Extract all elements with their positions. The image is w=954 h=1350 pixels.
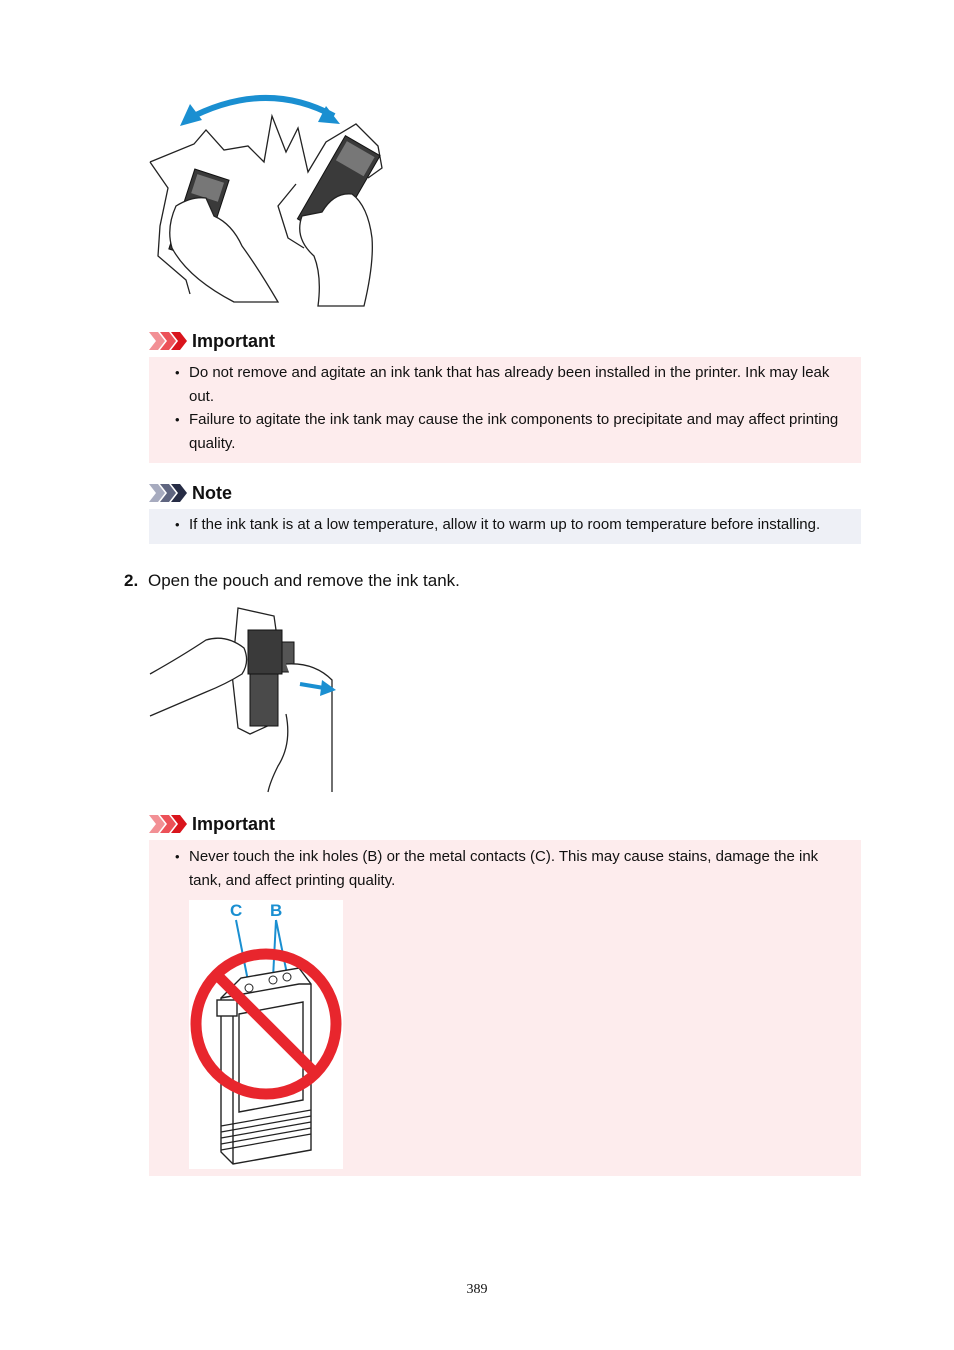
- page-number: 389: [466, 1282, 488, 1297]
- list-item: • Failure to agitate the ink tank may cause the ink components to precipitate and may affect printing quality.: [149, 408, 861, 455]
- list-item: • If the ink tank is at a low temperature, allow it to warm up to room temperature before installing.: [149, 513, 861, 537]
- list-item: • Do not remove and agitate an ink tank that has already been installed in the printer. Ink may leak out.: [149, 361, 861, 408]
- important-chevrons-icon: [149, 330, 188, 352]
- remove-ink-tank-from-pouch-illustration: [146, 604, 346, 794]
- important-title: Important: [192, 330, 275, 351]
- important-heading-2: [149, 813, 275, 835]
- step-2: [124, 571, 460, 591]
- list-item: • Never touch the ink holes (B) or the metal contacts (C). This may cause stains, damage the ink tank, and affect printing quality.: [149, 845, 861, 892]
- step-text: Open the pouch and remove the ink tank.: [148, 571, 460, 590]
- important-box: [149, 357, 861, 463]
- important-title: Important: [192, 813, 275, 834]
- label-b: B: [270, 901, 283, 920]
- note-box: [149, 509, 861, 544]
- agitate-ink-tank-illustration: [146, 88, 392, 310]
- important-heading: [149, 330, 275, 352]
- important-chevrons-icon: [149, 813, 188, 835]
- do-not-touch-figure: [189, 900, 343, 1169]
- do-not-touch-illustration: [189, 900, 343, 1169]
- note-chevrons-icon: [149, 482, 188, 504]
- note-title: Note: [192, 482, 232, 503]
- step-number: 2.: [124, 571, 139, 590]
- note-heading: [149, 482, 232, 504]
- label-c: C: [230, 901, 243, 920]
